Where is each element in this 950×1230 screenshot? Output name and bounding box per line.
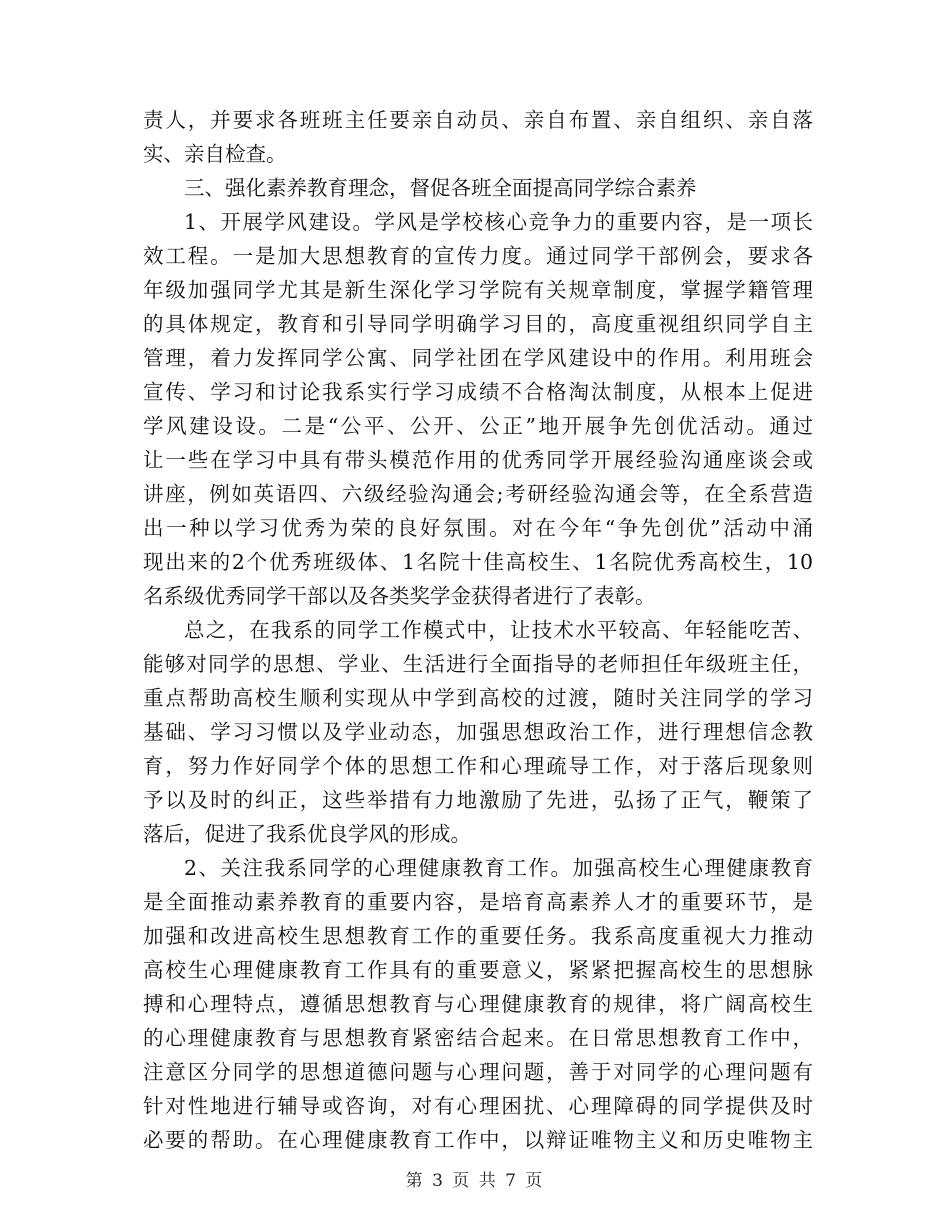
text-line: 宣传、学习和讨论我系实行学习成绩不合格淘汰制度，从根本上促进 [143,380,813,404]
text-line: 总之，在我系的同学工作模式中，让技术水平较高、年轻能吃苦、 [184,618,813,642]
text-line: 让一些在学习中具有带头模范作用的优秀同学开展经验沟通座谈会或 [143,448,813,472]
text-line: 注意区分同学的思想道德问题与心理问题，善于对同学的心理问题有 [143,1060,813,1084]
text-line: 基础、学习习惯以及学业动态，加强思想政治工作，进行理想信念教 [143,720,813,744]
text-line: 现出来的2个优秀班级体、1名院十佳高校生、1名院优秀高校生，10 [143,550,813,574]
section-heading: 三、强化素养教育理念，督促各班全面提高同学综合素养 [184,176,697,200]
text-line: 针对性地进行辅导或咨询，对有心理困扰、心理障碍的同学提供及时 [143,1094,813,1118]
text-line: 予以及时的纠正，这些举措有力地激励了先进，弘扬了正气，鞭策了 [143,788,813,812]
text-line: 是全面推动素养教育的重要内容，是培育高素养人才的重要环节，是 [143,890,813,914]
text-line: 责人，并要求各班班主任要亲自动员、亲自布置、亲自组织、亲自落 [143,108,813,132]
text-line: 学风建设设。二是“公平、公开、公正”地开展争先创优活动。通过 [143,414,813,438]
text-line: 加强和改进高校生思想教育工作的重要任务。我系高度重视大力推动 [143,924,813,948]
text-line: 2、关注我系同学的心理健康教育工作。加强高校生心理健康教育 [184,856,813,880]
document-body [143,103,813,1157]
text-line: 管理，着力发挥同学公寓、同学社团在学风建设中的作用。利用班会 [143,346,813,370]
text-line: 育，努力作好同学个体的思想工作和心理疏导工作，对于落后现象则 [143,754,813,778]
text-line: 搏和心理特点，遵循思想教育与心理健康教育的规律，将广阔高校生 [143,992,813,1016]
text-line: 年级加强同学尤其是新生深化学习学院有关规章制度，掌握学籍管理 [143,278,813,302]
text-line: 落后，促进了我系优良学风的形成。 [143,822,471,846]
text-line: 的心理健康教育与思想教育紧密结合起来。在日常思想教育工作中， [143,1026,813,1050]
text-line: 出一种以学习优秀为荣的良好氛围。对在今年“争先创优”活动中涌 [143,516,813,540]
page-number-footer: 第 3 页 共 7 页 [405,1171,545,1191]
text-line: 1、开展学风建设。学风是学校核心竞争力的重要内容，是一项长 [184,210,813,234]
text-line: 高校生心理健康教育工作具有的重要意义，紧紧把握高校生的思想脉 [143,958,813,982]
text-line: 重点帮助高校生顺利实现从中学到高校的过渡，随时关注同学的学习 [143,686,813,710]
text-line: 讲座，例如英语四、六级经验沟通会;考研经验沟通会等，在全系营造 [143,482,813,506]
text-line: 实、亲自检查。 [143,142,287,166]
text-line: 效工程。一是加大思想教育的宣传力度。通过同学干部例会，要求各 [143,244,813,268]
text-line: 必要的帮助。在心理健康教育工作中，以辩证唯物主义和历史唯物主 [143,1128,813,1152]
text-line: 能够对同学的思想、学业、生活进行全面指导的老师担任年级班主任， [143,652,813,676]
text-line: 的具体规定，教育和引导同学明确学习目的，高度重视组织同学自主 [143,312,813,336]
text-line: 名系级优秀同学干部以及各类奖学金获得者进行了表彰。 [143,584,656,608]
